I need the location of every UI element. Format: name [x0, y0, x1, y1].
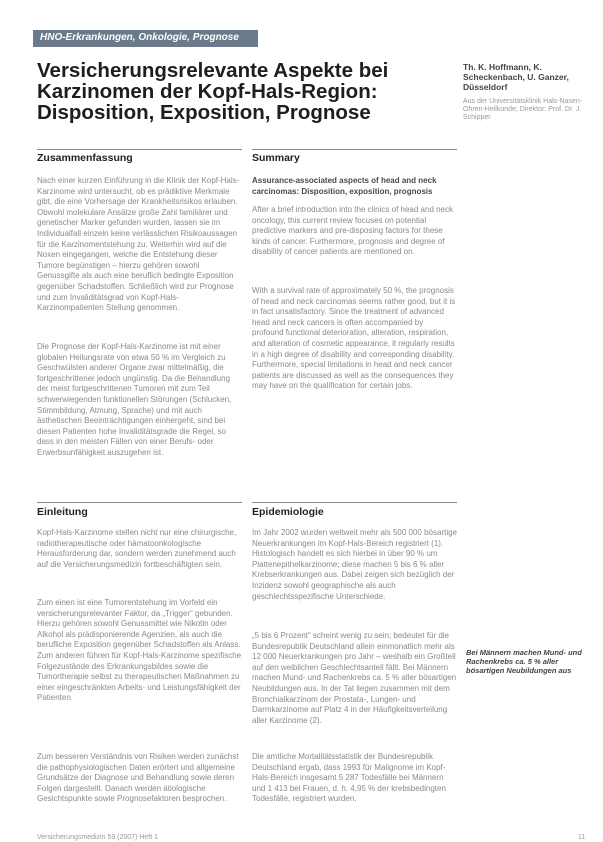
zusammenfassung-paragraph-2: Die Prognose der Kopf-Hals-Karzinome ist mit einer globalen Heilungsrate von etwa 50 % im Vergleich zu Geschwülsten anderer Organe zwar mittelmäßig, die fortgeschrittener jedoch ungünstig. Da die Behandlung der meist fortgeschrittenen Tumoren mit zum Teil schwerwiegenden funktionellen Störungen (Schlucken, Stimmbildung, Atmung, Sprache) und mit auch ästhetischen Beeinträchtigungen einhergeht, sind bei diesen Patienten hohe Invaliditätsgrade die Regel, so dass in den meisten Fällen von einer Berufs- oder Erwerbsunfähigkeit auszugehen ist. [37, 342, 232, 457]
einleitung-paragraph-1: Kopf-Hals-Karzinome stellen nicht nur eine chirurgische, radiotherapeutische oder hämatoonkologische Herausforderung dar, sondern werden zunehmend auch auf die Versicherungsmedizin fortbeschäftigten sein. [37, 528, 237, 569]
heading-einleitung: Einleitung [37, 506, 88, 518]
einleitung-paragraph-2: Zum einen ist eine Tumorentstehung im Vorfeld ein versicherungsrelevanter Faktor, da „Trigger“ gebunden. Hierzu gehören sowohl Genussmittel wie Nikotin oder Alkohol als prädisponierende Agenzien, als auch die berufliche Exposition gegenüber Schadstoffen als Anlass. Zum anderen führen für Kopf-Hals-Karzinome spezifische Folgezustände des Erkrankungsbildes sowie die Tumortherapie selbst zu therapeutischen Maßnahmen zu einer eingeschränkten Arbeits- und Leistungsfähigkeit der Patienten. [37, 598, 242, 703]
summary-subtitle: Assurance-associated aspects of head and neck carcinomas: Disposition, exposition, prognosis [252, 176, 437, 196]
summary-paragraph-1: After a brief introduction into the clinics of head and neck oncology, this current review focuses on potential predictive markers and pre-disposing factors for these kinds of cancer. Furthermore, prognosis and degree of disability of cancer patients are mentioned on. [252, 205, 454, 257]
page-number: 11 [578, 834, 586, 841]
epidemiologie-paragraph-2: „5 bis 6 Prozent“ scheint wenig zu sein; bedeutet für die Bundesrepublik Deutschland allein einmonatlich mehr als 12 000 Neuerkrankungen pro Jahr – weshalb ein Großteil auf den weiblichen Geschlechtsanteil fällt. Bei Männern machen Mund- und Rachenkrebs ca. 5 % aller bösartigen Neubildungen aus. In der Tat liegen zusammen mit dem Bronchialkarzinom der Prostata-, Lungen- und Darmkarzinome auf Platz 4 in der Häufigkeitsverteilung aller Karzinome (2). [252, 631, 457, 725]
journal-footer: Versicherungsmedizin 59 (2007) Heft 1 [37, 834, 159, 841]
pull-quote: Bei Männern machen Mund- und Rachenkrebs ca. 5 % aller bösartigen Neubildungen aus [466, 648, 582, 675]
article-title: Versicherungsrelevante Aspekte bei Karzinomen der Kopf-Hals-Region: Disposition, Exposition, Prognose [37, 59, 389, 124]
category-label: HNO-Erkrankungen, Onkologie, Prognose [40, 32, 239, 43]
category-banner [33, 30, 258, 47]
rule-einleitung [37, 502, 242, 503]
rule-summary [252, 149, 457, 150]
zusammenfassung-paragraph-1: Nach einer kurzen Einführung in die Klinik der Kopf-Hals-Karzinome wird untersucht, ob es prädiktive Merkmale gibt, die eine Vorhersage der Krankheitsrisikos erlauben. Obwohl molekulare Ansätze große Zahl familiärer und genetischer Marker gefunden wurden, lassen sie im Individualfall einzeln keine verlässlichen Risikoaussagen für die Karzinomentstehung zu. Weiterhin wird auf die Noxen eingegangen, welche die Entstehung dieser Tumore begünstigen – hierzu gehören sowohl Genussgifte als auch eine beruflich bedingte Exposition gegenüber Schadstoffen. Schließlich wird zur Prognose und zum Invaliditätsgrad von Kopf-Hals-Karzinompatienten Stellung genommen. [37, 176, 240, 313]
einleitung-paragraph-3: Zum besseren Verständnis von Risiken werden zunächst die pathophysiologischen Daten erörtert und allgemeine Grundsätze der Diagnose und Behandlung sowie deren Folgen dargestellt. Danach werden ätiologische Gesichtspunkte sowie Prognosefaktoren besprochen. [37, 752, 239, 804]
rule-epidemiologie [252, 502, 457, 503]
heading-summary: Summary [252, 152, 300, 164]
epidemiologie-paragraph-3: Die amtliche Mortalitätsstatistik der Bundesrepublik Deutschland ergab, dass 1993 für Malignome im Kopf-Hals-Bereich insgesamt 5 287 Todesfälle bei Männern und 1 413 bei Frauen, d. h. 4,95 % der krebsbedingten Todesfälle, registriert wurden. [252, 752, 446, 804]
epidemiologie-paragraph-1: Im Jahr 2002 wurden weltweit mehr als 500 000 bösartige Neuerkrankungen im Kopf-Hals-Bereich registriert (1). Histologisch handelt es sich hierbei in über 90 % um Plattenepithelkarzinome; diese machen 5 bis 6 % aller Krebserkrankungen aus. Dabei zeigen sich bezüglich der Inzidenz sowohl geographische als auch geschlechtsspezifische Unterschiede. [252, 528, 457, 601]
rule-zusammenfassung [37, 149, 242, 150]
author-list: Th. K. Hoffmann, K. Scheckenbach, U. Ganzer, Düsseldorf [463, 62, 569, 92]
heading-zusammenfassung: Zusammenfassung [37, 152, 133, 164]
heading-epidemiologie: Epidemiologie [252, 506, 324, 518]
affiliation: Aus der Universitätsklinik Hals-Nasen-Ohren-Heilkunde; Direktor: Prof. Dr. J. Schipper [463, 98, 583, 121]
summary-paragraph-2: With a survival rate of approximately 50 %, the prognosis of head and neck carcinomas seems rather good, but it is in fact unsatisfactory. Since the treatment of advanced head and neck cancers is often accompanied by profound functional deterioration, alteration, respiration, and alteration of cosmetic appearance, it regularly results in a high degree of disability and corresponding disability. Furthermore, special limitations in head and neck cancer patients are discussed as well as the consequences they may have on the qualification for certain jobs. [252, 286, 456, 391]
